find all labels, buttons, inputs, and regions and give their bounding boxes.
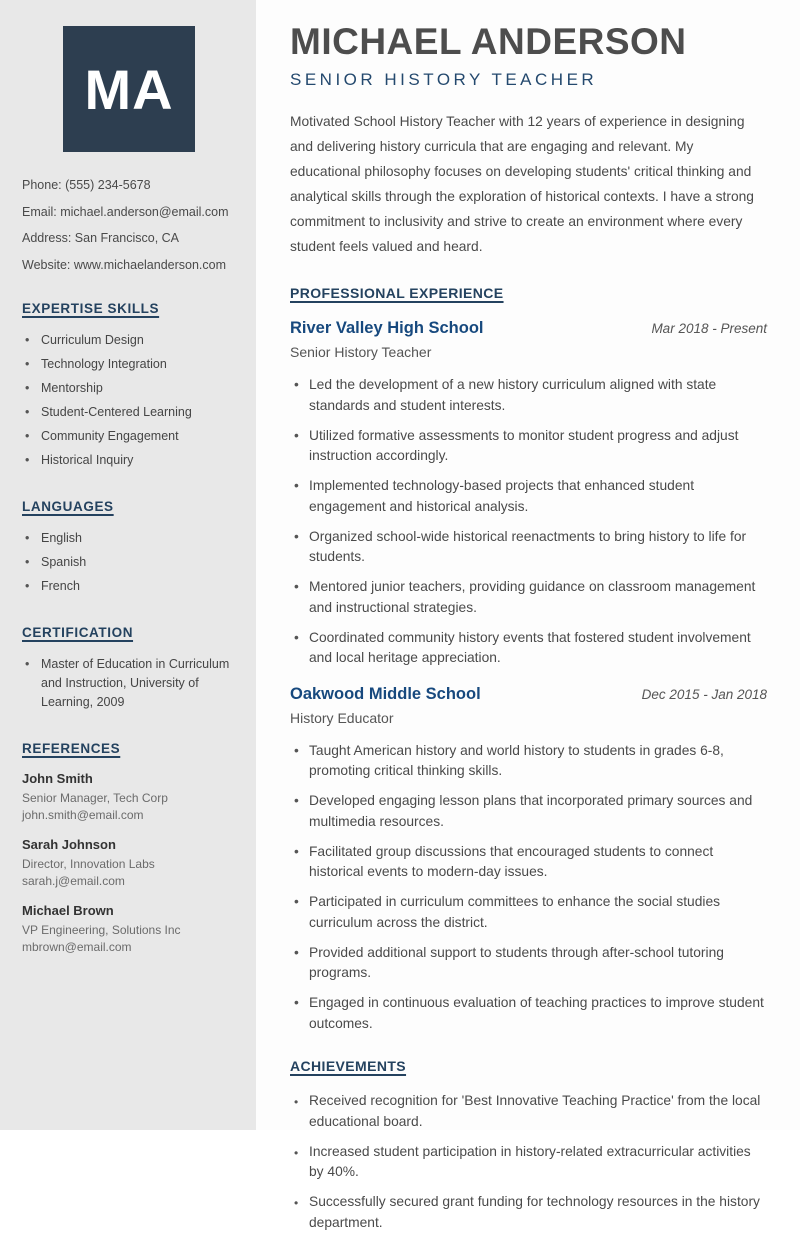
skills-section <box>22 300 236 470</box>
bullet-item: • Organized school-wide historical reenactments to bring history to life for students. <box>295 527 767 568</box>
achievements-list <box>290 1091 767 1233</box>
job-dates: Mar 2018 - Present <box>651 321 767 336</box>
skill-item: • Community Engagement <box>25 427 236 446</box>
reference-role: Director, Innovation Labs <box>22 856 155 871</box>
job-role: History Educator <box>290 709 394 726</box>
skill-item: • Student-Centered Learning <box>25 403 236 422</box>
job-header <box>290 319 767 338</box>
languages-list <box>22 529 236 596</box>
language-item: • Spanish <box>25 553 236 572</box>
references-heading: REFERENCES <box>22 740 121 756</box>
achievements-section <box>290 1058 767 1233</box>
reference-name: John Smith <box>22 770 93 786</box>
bullet-item: • Taught American history and world history to students in grades 6-8, promoting critical thinking skills. <box>295 741 767 782</box>
achievements-heading: ACHIEVEMENTS <box>290 1058 407 1074</box>
skills-heading: EXPERTISE SKILLS <box>22 300 160 316</box>
job-title-subtitle: SENIOR HISTORY TEACHER <box>290 70 598 89</box>
bullet-item: • Developed engaging lesson plans that incorporated primary sources and multimedia resources. <box>295 791 767 832</box>
language-item: • English <box>25 529 236 548</box>
bullet-item: • Mentored junior teachers, providing guidance on classroom management and instructional strategies. <box>295 577 767 618</box>
contact-email: Email: michael.anderson@email.com <box>22 204 229 219</box>
main-content <box>256 0 800 1230</box>
achievement-item: • Increased student participation in history-related extracurricular activities by 40%. <box>295 1142 767 1183</box>
certification-list <box>22 655 236 712</box>
certification-section <box>22 624 236 712</box>
page-title: MICHAEL ANDERSON <box>290 21 687 62</box>
contact-phone: Phone: (555) 234-5678 <box>22 178 151 192</box>
reference-email: john.smith@email.com <box>22 807 144 822</box>
skills-list <box>22 331 236 470</box>
languages-section <box>22 498 236 596</box>
monogram-avatar: MA <box>63 26 195 152</box>
bullet-item: • Facilitated group discussions that encouraged students to connect historical events to modern-day issues. <box>295 842 767 883</box>
experience-heading: PROFESSIONAL EXPERIENCE <box>290 285 504 301</box>
bullet-item: • Participated in curriculum committees to enhance the social studies curriculum across the district. <box>295 892 767 933</box>
bullet-item: • Utilized formative assessments to monitor student progress and adjust instruction accordingly. <box>295 426 767 467</box>
bullet-item: • Engaged in continuous evaluation of teaching practices to improve student outcomes. <box>295 993 767 1034</box>
bullet-item: • Led the development of a new history curriculum aligned with state standards and student interests. <box>295 375 767 416</box>
achievement-item: • Received recognition for 'Best Innovative Teaching Practice' from the local educational board. <box>295 1091 767 1132</box>
language-item: • French <box>25 577 236 596</box>
job-bullet-list <box>290 741 767 1035</box>
certification-item: • Master of Education in Curriculum and Instruction, University of Learning, 2009 <box>25 655 236 712</box>
references-section <box>22 740 236 956</box>
reference-email: sarah.j@email.com <box>22 873 125 888</box>
experience-section <box>290 285 767 1034</box>
contact-website: Website: www.michaelanderson.com <box>22 257 227 272</box>
bullet-item: • Implemented technology-based projects that enhanced student engagement and historical analysis. <box>295 476 767 517</box>
skill-item: • Curriculum Design <box>25 331 236 350</box>
job-bullet-list <box>290 375 767 669</box>
skill-item: • Mentorship <box>25 379 236 398</box>
job-dates: Dec 2015 - Jan 2018 <box>641 686 767 702</box>
bullet-item: • Provided additional support to students through after-school tutoring programs. <box>295 943 767 984</box>
skill-item: • Technology Integration <box>25 355 236 374</box>
job-entry <box>290 319 767 669</box>
reference-role: Senior Manager, Tech Corp <box>22 790 168 805</box>
sidebar <box>0 0 256 1130</box>
reference-name: Michael Brown <box>22 902 114 918</box>
summary-paragraph: Motivated School History Teacher with 12 years of experience in designing and delivering history curricula that are engaging and relevant. My educational philosophy focuses on developing students' critical thinking and analytical skills through the exploration of historical contexts. I have a strong commitment to inclusivity and strive to create an environment where every student feels valued and heard. <box>290 114 754 254</box>
skill-item: • Historical Inquiry <box>25 451 236 470</box>
company-name: Oakwood Middle School <box>290 684 481 703</box>
languages-heading: LANGUAGES <box>22 498 114 514</box>
reference-entry <box>22 903 236 956</box>
job-header <box>290 685 767 704</box>
job-role: Senior History Teacher <box>290 344 432 360</box>
company-name: River Valley High School <box>290 319 484 337</box>
certification-heading: CERTIFICATION <box>22 624 134 640</box>
contact-address: Address: San Francisco, CA <box>22 231 180 245</box>
reference-email: mbrown@email.com <box>22 939 132 954</box>
reference-name: Sarah Johnson <box>22 836 116 852</box>
bullet-item: • Coordinated community history events that fostered student involvement and local heritage appreciation. <box>295 628 767 669</box>
reference-entry <box>22 837 236 890</box>
reference-entry <box>22 771 236 824</box>
contact-block <box>22 178 236 272</box>
job-entry <box>290 685 767 1035</box>
achievement-item: • Successfully secured grant funding for technology resources in the history department. <box>295 1192 767 1233</box>
reference-role: VP Engineering, Solutions Inc <box>22 922 181 937</box>
